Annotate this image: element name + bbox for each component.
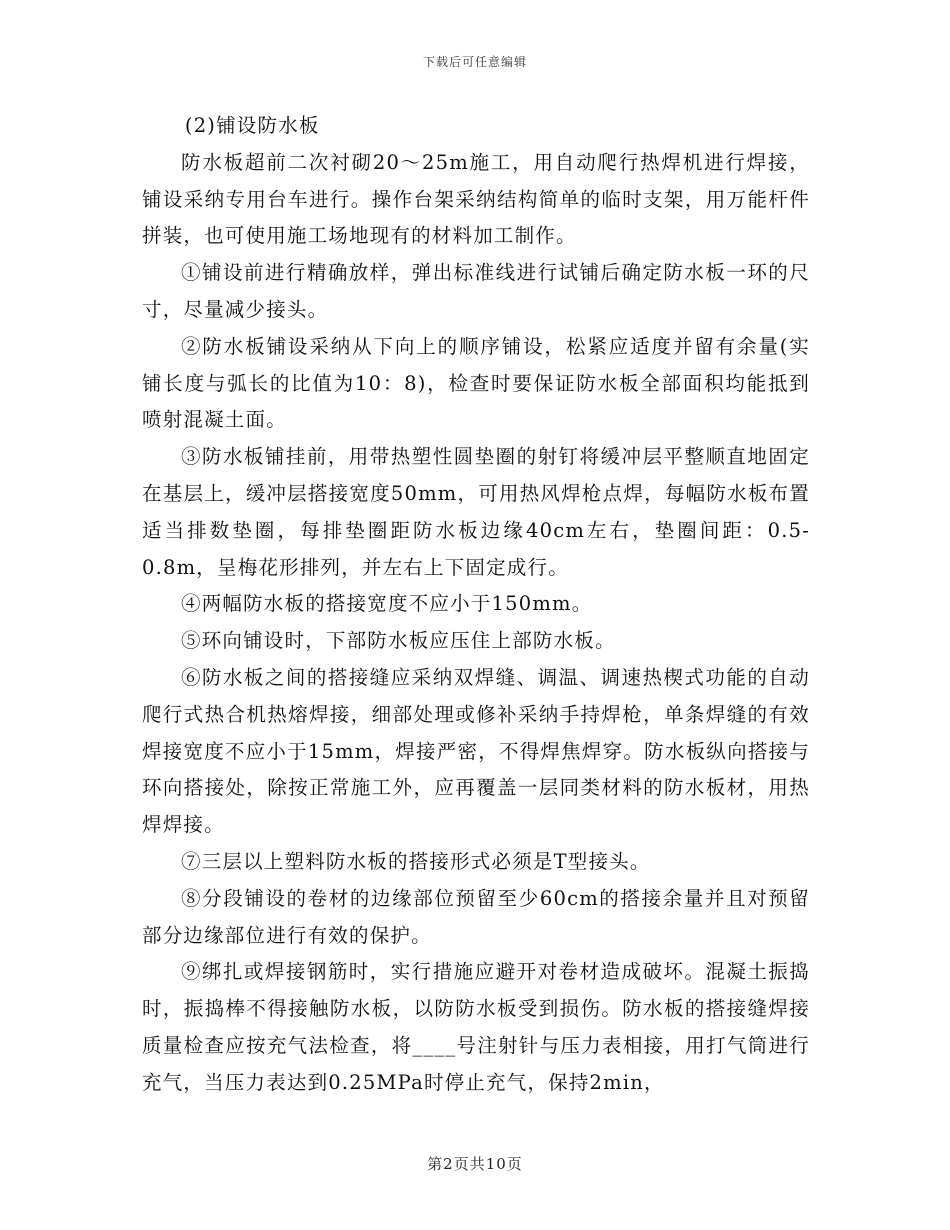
page-header: 下载后可任意编辑 (422, 55, 527, 69)
intro-paragraph: 防水板超前二次衬砌20～25m施工，用自动爬行热焊机进行焊接，铺设采纳专用台车进行。操作台架采纳结构简单的临时支架，用万能杆件拼装，也可使用施工场地现有的材料加工制作。 (142, 150, 810, 248)
list-item: ②防水板铺设采纳从下向上的顺序铺设，松紧应适度并留有余量(实铺长度与弧长的比值为10：8)，检查时要保证防水板全部面积均能抵到喷射混凝土面。 (142, 334, 810, 432)
list-item: ⑦三层以上塑料防水板的搭接形式必须是T型接头。 (181, 849, 651, 873)
list-item: ⑥防水板之间的搭接缝应采纳双焊缝、调温、调速热楔式功能的自动爬行式热合机热熔焊接，细部处理或修补采纳手持焊枪，单条焊缝的有效焊接宽度不应小于15mm，焊接严密，不得焊焦焊穿。防水板纵向搭接与环向搭接处，除按正常施工外，应再覆盖一层同类材料的防水板材，用热焊焊接。 (142, 665, 810, 837)
list-item: ⑤环向铺设时，下部防水板应压住上部防水板。 (181, 629, 616, 653)
list-item: ④两幅防水板的搭接宽度不应小于150mm。 (181, 592, 593, 616)
document-body (142, 108, 810, 1102)
section-title: (2)铺设防水板 (184, 114, 320, 137)
list-item: ⑧分段铺设的卷材的边缘部位预留至少60cm的搭接余量并且对预留部分边缘部位进行有效的保护。 (142, 886, 810, 947)
list-item: ①铺设前进行精确放样，弹出标准线进行试铺后确定防水板一环的尺寸，尽量减少接头。 (142, 261, 810, 321)
list-item: ⑨绑扎或焊接钢筋时，实行措施应避开对卷材造成破坏。混凝土振捣时，振捣棒不得接触防水板，以防防水板受到损伤。防水板的搭接缝焊接质量检查应按充气法检查，将____号注射针与压力表相接，用打气筒进行充气，当压力表达到0.25MPa时停止充气，保持2min， (142, 960, 810, 1094)
page-number: 第2页共10页 (427, 1155, 523, 1173)
list-item: ③防水板铺挂前，用带热塑性圆垫圈的射钉将缓冲层平整顺直地固定在基层上，缓冲层搭接宽度50mm，可用热风焊枪点焊，每幅防水板布置适当排数垫圈，每排垫圈距防水板边缘40cm左右，垫圈间距：0.5-0.8m，呈梅花形排列，并左右上下固定成行。 (142, 445, 810, 579)
